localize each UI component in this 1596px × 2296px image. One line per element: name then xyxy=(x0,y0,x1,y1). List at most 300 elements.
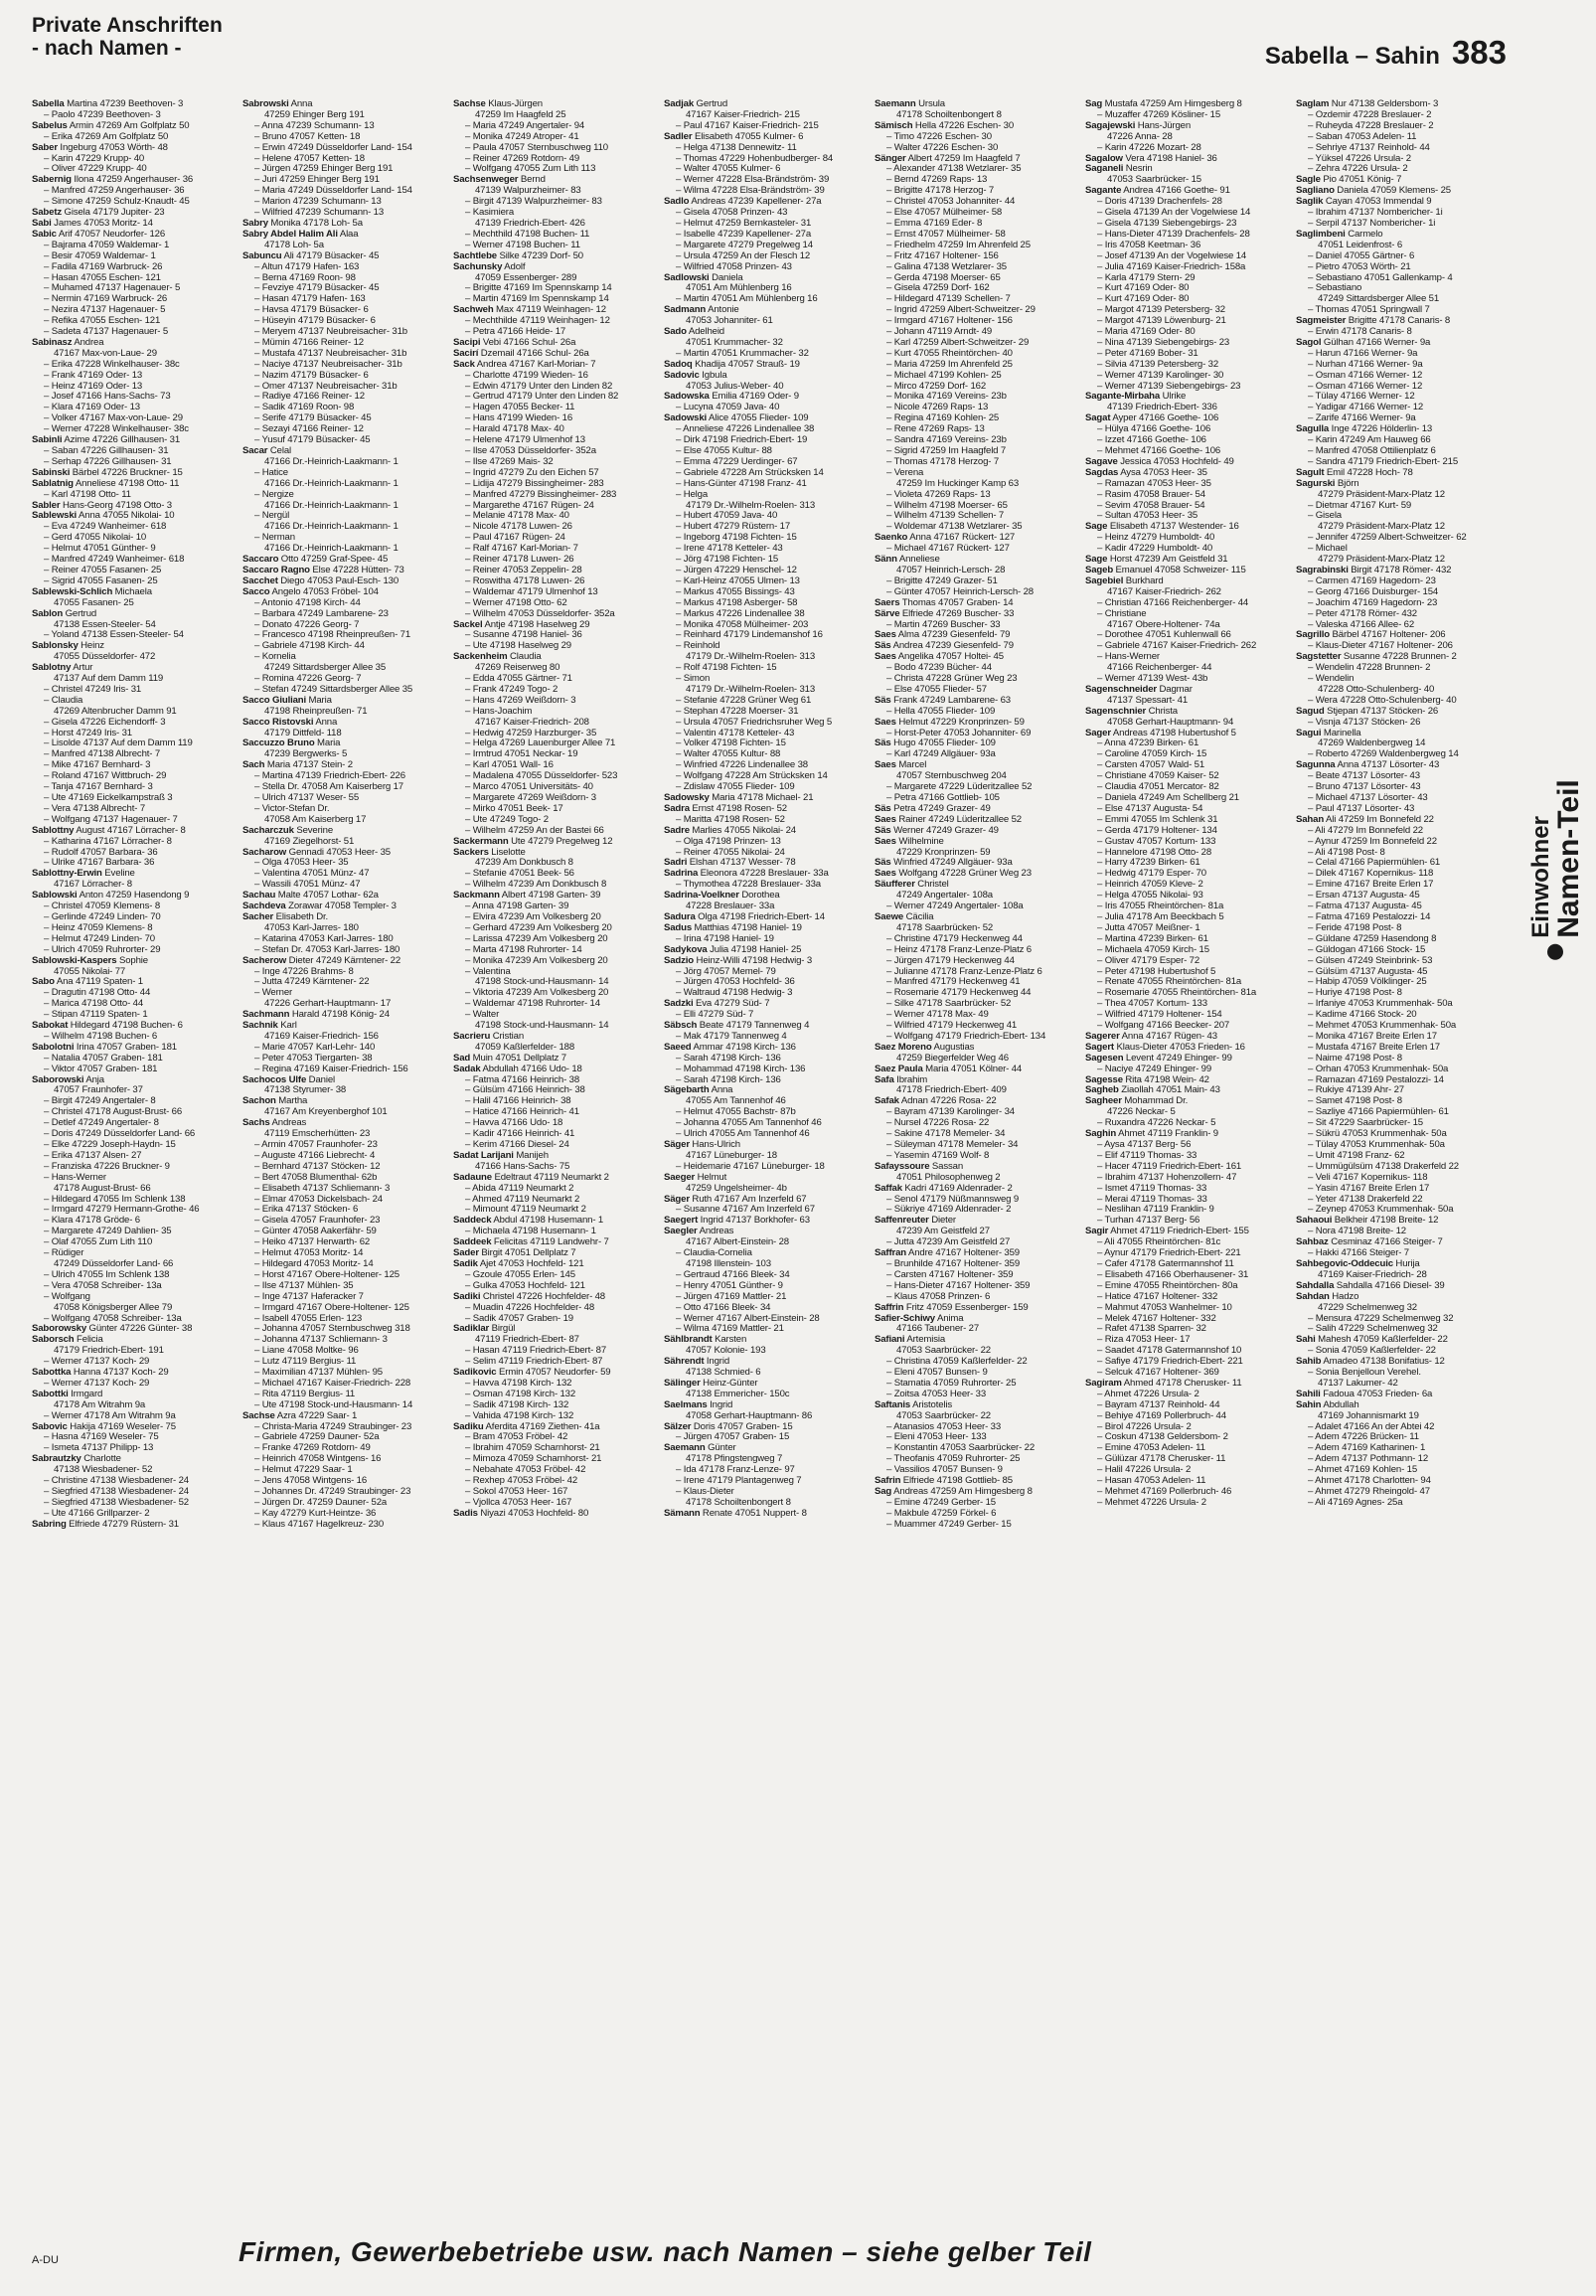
surname: Safa xyxy=(875,1074,894,1085)
listing-entry: – Sehriye 47137 Reinhold- 44 xyxy=(1308,142,1430,153)
listing-entry xyxy=(242,760,447,771)
listing-entry: – Hans-Dieter 47139 Drachenfels- 28 xyxy=(1097,229,1250,240)
listing-entry: – Mechthilde 47119 Weinhagen- 12 xyxy=(465,316,610,327)
listing-entry xyxy=(875,912,1079,923)
surname: Saes xyxy=(875,869,896,880)
listing-entry: – Ismeta 47137 Philipp- 13 xyxy=(44,1443,154,1454)
listing-entry: – Silvia 47139 Petersberg- 32 xyxy=(1097,359,1219,370)
surname: Särve xyxy=(875,608,900,619)
listing-entry: – Wilma 47169 Mattler- 21 xyxy=(676,1324,784,1335)
listing-entry: – Christel 47249 Iris- 31 xyxy=(44,684,142,695)
listing-entry: – Frank 47249 Togo- 2 xyxy=(465,684,559,695)
listing-column xyxy=(664,99,869,2197)
listing-entry: – Wilhelm 47259 An der Bastei 66 xyxy=(465,825,604,836)
listing-entry: 47249 Angertaler- 108a xyxy=(896,891,993,902)
listing-entry: – Werner 47139 Karolinger- 30 xyxy=(1097,370,1224,381)
listing-entry: – Jutta 47239 Am Geistfeld 27 xyxy=(886,1237,1011,1248)
entry-details: Gisela 47179 Jupiter- 23 xyxy=(62,208,165,219)
listing-entry xyxy=(664,1173,869,1184)
surname: Sadus xyxy=(664,922,693,933)
listing-entry: – Ruheyda 47228 Breslauer- 2 xyxy=(1308,120,1434,131)
listing-entry: – Erika 47137 Alsen- 27 xyxy=(44,1150,142,1161)
entry-details: Petra 47249 Grazer- 49 xyxy=(890,803,991,814)
page-header-right xyxy=(1265,34,1507,72)
listing-entry xyxy=(875,533,1079,544)
surname: Sachs xyxy=(242,1118,270,1129)
listing-entry: – Werner 47137 Koch- 29 xyxy=(44,1378,150,1389)
listing-entry: – Henry 47051 Günther- 9 xyxy=(676,1280,783,1291)
listing-entry: 47058 Gerhart-Hauptmann- 86 xyxy=(686,1410,813,1421)
entry-details: Maria 47178 Michael- 21 xyxy=(709,793,814,803)
entry-details: Frank 47249 Lambarene- 63 xyxy=(890,695,1011,706)
surname: Saglimbeni xyxy=(1296,229,1346,240)
listing-entry: – Sigrid 47055 Fasanen- 25 xyxy=(44,575,158,586)
surname: Sablotny xyxy=(32,663,72,674)
surname: Sagebiel xyxy=(1085,575,1124,586)
listing-entry: – Ismet 47119 Thomas- 33 xyxy=(1097,1183,1207,1194)
listing-entry: – Thomas 47051 Springwall 7 xyxy=(1308,305,1430,316)
entry-details: Björn xyxy=(1335,478,1359,489)
listing-entry xyxy=(664,305,869,316)
listing-entry: – Christa-Maria 47249 Straubinger- 23 xyxy=(254,1421,412,1432)
listing-entry: – Werner 47137 Koch- 29 xyxy=(44,1357,150,1368)
listing-entry: – Jürgen 47169 Mattler- 21 xyxy=(676,1291,787,1302)
entry-details: Andreas xyxy=(269,1118,307,1129)
listing-entry: – Olaf 47055 Zum Lith 110 xyxy=(44,1237,153,1248)
entry-details: Ilona 47259 Angerhauser- 36 xyxy=(71,175,194,186)
listing-entry: – Yasemin 47169 Wolf- 8 xyxy=(886,1150,990,1161)
listing-entry: – Marie 47057 Karl-Lehr- 140 xyxy=(254,1042,376,1053)
listing-entry: – Bert 47058 Blumenthal- 62b xyxy=(254,1172,378,1183)
listing-entry: – Meryem 47137 Neubreisacher- 31b xyxy=(254,327,407,338)
listing-entry xyxy=(1085,1129,1290,1140)
listing-entry: 47228 Breslauer- 33a xyxy=(686,902,775,912)
listing-entry: – Maximilian 47137 Mühlen- 95 xyxy=(254,1368,383,1379)
listing-entry: – Thomas 47229 Hohenbudberger- 84 xyxy=(676,153,834,164)
listing-entry xyxy=(1085,1085,1290,1096)
surname: Saenko xyxy=(875,533,908,544)
listing-entry xyxy=(664,1379,869,1390)
listing-entry xyxy=(32,609,237,620)
surname: Sagult xyxy=(1296,467,1325,478)
listing-entry: – Galina 47138 Wetzlarer- 35 xyxy=(886,261,1007,272)
listing-entry: – Sokol 47053 Heer- 167 xyxy=(465,1487,568,1497)
listing-entry: – Halil 47166 Heinrich- 38 xyxy=(465,1096,571,1107)
surname: Sagulla xyxy=(1296,424,1330,435)
entry-details: Aristotelis xyxy=(910,1399,953,1410)
listing-entry xyxy=(242,738,447,749)
surname: Saborowski xyxy=(32,1074,84,1085)
listing-entry: – Emma 47169 Eder- 8 xyxy=(886,218,983,229)
listing-entry: – Stefan Dr. 47053 Karl-Jarres- 180 xyxy=(254,944,400,955)
entry-details: Felicitas 47119 Landwehr- 7 xyxy=(491,1237,609,1248)
surname: Saglam xyxy=(1296,99,1330,109)
listing-entry: – Rexhep 47053 Fröbel- 42 xyxy=(465,1476,578,1487)
listing-entry: – Brigitte 47178 Herzog- 7 xyxy=(886,186,995,197)
listing-entry: – Osman 47166 Werner- 12 xyxy=(1308,370,1423,381)
surname: Sackel xyxy=(453,619,483,630)
entry-details: Monika 47178 Loh- 5a xyxy=(267,218,363,229)
listing-entry: 47198 Rheinpreußen- 71 xyxy=(264,706,368,717)
listing-entry xyxy=(453,652,658,663)
listing-entry: – Margarete 47269 Weißdorn- 3 xyxy=(465,793,596,803)
listing-entry: – Wendelin 47228 Brunnen- 2 xyxy=(1308,663,1431,674)
listing-entry: – Samet 47198 Post- 8 xyxy=(1308,1096,1402,1107)
listing-entry: – Doris 47139 Drachenfels- 28 xyxy=(1097,197,1222,208)
listing-entry: – Monika 47169 Vereins- 23b xyxy=(886,392,1007,403)
listing-entry: – Brigitte 47249 Grazer- 51 xyxy=(886,575,998,586)
listing-entry: – Irfaniye 47053 Krummenhak- 50a xyxy=(1308,999,1453,1010)
surname: Sagert xyxy=(1085,1042,1114,1053)
surname: Sadoq xyxy=(664,359,693,370)
entry-details: Anneliese xyxy=(896,555,940,566)
entry-details: Bernd xyxy=(518,175,546,186)
listing-entry xyxy=(453,848,658,859)
listing-entry: – Walter 47055 Kultur- 88 xyxy=(676,749,781,760)
listing-entry: – Heinz 47169 Oder- 13 xyxy=(44,381,143,392)
listing-entry: – Iris 47055 Rheintörchen- 81a xyxy=(1097,902,1224,912)
listing-entry: – Klaus-Dieter xyxy=(676,1487,734,1497)
listing-entry: – Timo 47226 Eschen- 30 xyxy=(886,131,992,142)
entry-details: Kadri 47169 Aldenrader- 2 xyxy=(901,1183,1013,1194)
listing-entry: – Irmtrud 47051 Neckar- 19 xyxy=(465,749,578,760)
listing-entry: – Dragutin 47198 Otto- 44 xyxy=(44,988,151,999)
surname: Sablewski-Schlich xyxy=(32,586,113,597)
entry-details: Irina 47057 Graben- 181 xyxy=(74,1042,177,1053)
listing-entry xyxy=(32,956,237,967)
surname: Sabrautzky xyxy=(32,1454,81,1465)
listing-entry: – Gertrud 47179 Unter den Linden 82 xyxy=(465,392,619,403)
listing-entry: – Mak 47179 Tannenweg 4 xyxy=(676,1031,787,1042)
listing-entry xyxy=(242,99,447,110)
entry-details: Andreas 47239 Kapellener- 27a xyxy=(689,197,822,208)
listing-entry: – Reiner 47269 Rotdorn- 49 xyxy=(465,153,580,164)
listing-entry: – Martin 47169 Im Spennskamp 14 xyxy=(465,294,609,305)
listing-entry: 47053 Saarbrücker- 22 xyxy=(896,1410,991,1421)
listing-entry: – Isabell 47055 Erlen- 123 xyxy=(254,1313,363,1324)
listing-entry: – Walter xyxy=(465,1010,500,1021)
listing-entry: – Mahmut 47053 Wanhelmer- 10 xyxy=(1097,1302,1232,1313)
listing-entry xyxy=(242,576,447,587)
entry-details: Ingrid 47137 Borkhofer- 63 xyxy=(698,1216,810,1227)
surname: Saemann xyxy=(875,99,916,109)
listing-entry: 47167 Am Kreyenberghof 101 xyxy=(264,1107,388,1118)
listing-entry xyxy=(32,977,237,988)
listing-entry: – Osman 47166 Werner- 12 xyxy=(1308,381,1423,392)
listing-entry: – Juri 47259 Ehinger Berg 191 xyxy=(254,175,380,186)
listing-entry xyxy=(1085,1043,1290,1054)
listing-entry xyxy=(242,891,447,902)
listing-entry xyxy=(32,1368,237,1379)
listing-entry: – Johannes Dr. 47249 Straubinger- 23 xyxy=(254,1487,411,1497)
listing-entry xyxy=(32,663,237,674)
listing-entry: – Emine 47249 Gerber- 15 xyxy=(886,1497,996,1508)
listing-entry xyxy=(242,718,447,729)
entry-details: Albert 47259 Im Haagfeld 7 xyxy=(905,153,1021,164)
entry-details: Elfriede 47198 Gottlieb- 85 xyxy=(900,1476,1013,1487)
listing-entry: 47051 Krummacher- 32 xyxy=(686,337,783,348)
surname: Sagrillo xyxy=(1296,630,1330,641)
surname: Saes xyxy=(875,814,896,825)
listing-entry: 47226 Gerhart-Hauptmann- 17 xyxy=(264,999,392,1010)
listing-entry: – Emine 47053 Adelen- 11 xyxy=(1097,1443,1205,1454)
listing-entry: – Serife 47179 Büsacker- 45 xyxy=(254,413,372,424)
listing-entry: – Saban 47053 Adelen- 11 xyxy=(1308,131,1417,142)
listing-entry: – Thomas 47178 Herzog- 7 xyxy=(886,456,1000,467)
listing-entry xyxy=(875,1043,1079,1054)
listing-entry: – Walter 47055 Kulmer- 6 xyxy=(676,164,781,175)
entry-details: Matthias 47198 Haniel- 19 xyxy=(692,922,802,933)
listing-entry: – Ibrahim 47137 Hohenzollern- 47 xyxy=(1097,1172,1237,1183)
listing-entry xyxy=(1085,1032,1290,1043)
listing-entry: – Auguste 47166 Liebrecht- 4 xyxy=(254,1150,376,1161)
surname: Säufferer xyxy=(875,880,915,891)
listing-entry xyxy=(453,1259,658,1270)
entry-details: Christel xyxy=(914,880,949,891)
listing-entry: 47279 Präsident-Marx-Platz 12 xyxy=(1318,522,1445,533)
surname: Saes xyxy=(875,652,896,663)
bullet-icon xyxy=(1547,944,1563,960)
listing-entry xyxy=(1296,99,1501,110)
surname: Sadaune xyxy=(453,1172,492,1183)
listing-entry: – Katharina 47167 Lörracher- 8 xyxy=(44,836,172,847)
listing-entry: – Markus 47226 Lindenallee 38 xyxy=(676,608,805,619)
listing-entry: – Michael 47199 Kohlen- 25 xyxy=(886,370,1002,381)
listing-entry: – Claudia xyxy=(44,695,83,706)
listing-entry xyxy=(242,848,447,859)
listing-entry: – Heinrich 47058 Wintgens- 16 xyxy=(254,1454,382,1465)
listing-entry: – Stipan 47119 Spaten- 1 xyxy=(44,1010,148,1021)
surname: Sabuncu xyxy=(242,250,282,261)
listing-entry: – Armin 47057 Fraunhofer- 23 xyxy=(254,1140,378,1150)
listing-entry xyxy=(32,99,237,110)
listing-entry: – Klaus-Dieter 47167 Holtener- 206 xyxy=(1308,641,1453,652)
listing-entry xyxy=(242,446,447,457)
listing-entry: – Ahmet 47178 Charlotten- 94 xyxy=(1308,1476,1431,1487)
surname: Sacar xyxy=(242,446,268,456)
surname: Saftanis xyxy=(875,1399,911,1410)
entry-details: Anna 47167 Rügen- 43 xyxy=(1119,1031,1217,1042)
entry-details: Hanna 47137 Koch- 29 xyxy=(71,1368,169,1379)
surname: Sabring xyxy=(32,1519,67,1530)
listing-entry: 47167 Lüneburger- 18 xyxy=(686,1150,777,1161)
surname: Sag xyxy=(875,1487,892,1497)
listing-entry: – Hülya 47166 Goethe- 106 xyxy=(1097,424,1211,435)
listing-entry xyxy=(1085,1096,1290,1107)
listing-entry: – Birgit 47249 Angertaler- 8 xyxy=(44,1096,156,1107)
listing-entry xyxy=(32,587,237,598)
listing-entry xyxy=(242,555,447,566)
surname: Sabo xyxy=(32,977,55,988)
listing-entry: 47179 Dr.-Wilhelm-Roelen- 313 xyxy=(686,500,816,511)
listing-entry: – Madalena 47055 Düsseldorfer- 523 xyxy=(465,771,618,782)
listing-entry xyxy=(664,1443,869,1454)
listing-entry: – Hans-Günter 47198 Franz- 41 xyxy=(676,478,807,489)
listing-entry: – Jörg 47198 Fichten- 15 xyxy=(676,555,779,566)
listing-entry: – Sebastiano 47051 Gallenkamp- 4 xyxy=(1308,272,1453,283)
listing-entry: – Elvira 47239 Am Volkesberg 20 xyxy=(465,911,601,922)
surname: Sahan xyxy=(1296,814,1325,825)
directory-title: Private Anschriften xyxy=(32,14,223,37)
listing-entry: – Safiye 47179 Friedrich-Ebert- 221 xyxy=(1097,1357,1243,1368)
listing-entry: – Caroline 47059 Kirch- 15 xyxy=(1097,749,1207,760)
entry-details: Anna xyxy=(709,1085,733,1096)
listing-entry: 47167 Kaiser-Friedrich- 208 xyxy=(475,717,589,728)
listing-entry: – Monika 47239 Am Volkesberg 20 xyxy=(465,955,608,966)
listing-entry: – Simon xyxy=(676,674,711,685)
entry-details: Stjepan 47137 Stöcken- 26 xyxy=(1324,706,1439,717)
listing-entry: 47055 Nikolai- 77 xyxy=(54,966,126,977)
entry-details: Ayper 47166 Goethe- 106 xyxy=(1110,413,1219,424)
listing-entry: – Siegfried 47138 Wiesbadener- 24 xyxy=(44,1487,189,1497)
entry-details: Eleonora 47228 Breslauer- 33a xyxy=(698,869,829,880)
listing-entry: – Paolo 47239 Beethoven- 3 xyxy=(44,109,161,120)
surname: Sahbegovic-Oddecuic xyxy=(1296,1258,1393,1269)
listing-entry: – Christel 47178 August-Brust- 66 xyxy=(44,1107,183,1118)
listing-entry: – Sadik 47198 Kirch- 132 xyxy=(465,1399,569,1410)
listing-entry xyxy=(453,1065,658,1075)
listing-entry: 47259 Im Huckinger Kamp 63 xyxy=(896,478,1020,489)
listing-entry: – Regina 47169 Kohlen- 25 xyxy=(886,413,1000,424)
listing-entry: – Emmi 47055 Im Schlenk 31 xyxy=(1097,814,1218,825)
listing-entry: 47167 Max-von-Laue- 29 xyxy=(54,348,157,359)
listing-entry xyxy=(875,760,1079,771)
listing-entry xyxy=(1085,392,1290,403)
surname: Sagrabinski xyxy=(1296,565,1349,575)
listing-entry xyxy=(875,837,1079,848)
listing-entry: – Sonia 47059 Kaßlerfelder- 22 xyxy=(1308,1346,1436,1357)
listing-entry: – Mimoza 47059 Scharnhorst- 21 xyxy=(465,1454,602,1465)
surname: Sabokat xyxy=(32,1021,69,1032)
surname: Sadikovic xyxy=(453,1368,497,1379)
surname: Sachnik xyxy=(242,1021,278,1032)
surname: Safayssoure xyxy=(875,1161,930,1172)
listing-entry: – Renate 47055 Rheintörchen- 81a xyxy=(1097,977,1242,988)
listing-entry: 47139 Walpurzheimer- 83 xyxy=(475,186,581,197)
surname: Sablottny xyxy=(32,825,75,836)
listing-entry: 47138 Styrumer- 38 xyxy=(264,1085,347,1096)
surname: Sacharczuk xyxy=(242,825,294,836)
listing-entry: – Jens 47058 Wintgens- 16 xyxy=(254,1476,368,1487)
listing-entry: 47138 Emmericher- 150c xyxy=(686,1389,790,1399)
entry-details: Eva 47279 Süd- 7 xyxy=(693,999,770,1010)
listing-entry: – Wilhelm 47053 Düsseldorfer- 352a xyxy=(465,608,615,619)
listing-entry: – Günter 47057 Heinrich-Lersch- 28 xyxy=(886,586,1034,597)
listing-entry: – Merai 47119 Thomas- 33 xyxy=(1097,1194,1207,1205)
listing-entry: – Sarah 47198 Kirch- 136 xyxy=(676,1053,781,1064)
listing-entry: – Kornelia xyxy=(254,652,296,663)
listing-entry: – Werner 47139 West- 43b xyxy=(1097,674,1208,685)
listing-entry: – Heinz 47059 Klemens- 8 xyxy=(44,922,153,933)
listing-entry: 47269 Waldenbergweg 14 xyxy=(1318,738,1426,749)
entry-details: Marinella xyxy=(1321,728,1361,738)
listing-entry: – Mimount 47119 Neumarkt 2 xyxy=(465,1205,586,1216)
listing-entry: – Fadila 47169 Warbruck- 26 xyxy=(44,261,163,272)
surname: Sadiklar xyxy=(453,1324,490,1335)
listing-entry: – Harald 47178 Max- 40 xyxy=(465,424,564,435)
listing-entry xyxy=(875,598,1079,609)
listing-entry: – Wilhelm 47239 Am Donkbusch 8 xyxy=(465,880,607,891)
entry-details: Dorothea xyxy=(738,891,780,902)
surname: Sagui xyxy=(1296,728,1322,738)
listing-entry: – Ahmet 47169 Kohlen- 15 xyxy=(1308,1465,1418,1476)
listing-entry: – Ute 47169 Eickelkampstraß 3 xyxy=(44,793,173,803)
listing-entry: – Maria 47249 Angertaler- 94 xyxy=(465,120,585,131)
listing-entry: – Waldemar 47179 Ulmenhof 13 xyxy=(465,586,598,597)
entry-details: Beate 47179 Tannenweg 4 xyxy=(697,1021,810,1032)
listing-entry: – Sakine 47178 Memeler- 34 xyxy=(886,1129,1006,1140)
listing-entry: – Mehmet 47053 Krummenhak- 50a xyxy=(1308,1021,1457,1032)
listing-entry: – Jürgen 47179 Heckenweg 44 xyxy=(886,955,1015,966)
entry-details: Ali 47179 Büsacker- 45 xyxy=(281,250,380,261)
listing-entry: – Josef 47166 Hans-Sachs- 73 xyxy=(44,392,171,403)
listing-entry: – Jennifer 47259 Albert-Schweitzer- 62 xyxy=(1308,533,1467,544)
entry-details: Hildegard 47198 Buchen- 6 xyxy=(68,1021,183,1032)
surname: Sablonsky xyxy=(32,641,79,652)
listing-entry: – Vjollca 47053 Heer- 167 xyxy=(465,1497,572,1508)
directory-subtitle: - nach Namen - xyxy=(32,37,182,60)
listing-entry: – Sadeta 47137 Hagenauer- 5 xyxy=(44,327,169,338)
listing-entry: 47166 Reichenberger- 44 xyxy=(1107,663,1212,674)
entry-details: Antje 47198 Haselweg 29 xyxy=(482,619,590,630)
listing-entry: – Mümin 47166 Reiner- 12 xyxy=(254,337,364,348)
surname: Sachtlebe xyxy=(453,250,497,261)
listing-entry: – Elli 47279 Süd- 7 xyxy=(676,1010,754,1021)
surname: Sahbaz xyxy=(1296,1237,1329,1248)
listing-entry: – Fatma 47169 Pestalozzi- 14 xyxy=(1308,911,1431,922)
listing-entry xyxy=(664,869,869,880)
surname: Sagol xyxy=(1296,337,1322,348)
listing-entry xyxy=(875,1314,1079,1325)
listing-entry: 47051 Am Mühlenberg 16 xyxy=(686,283,792,294)
listing-entry xyxy=(1085,1379,1290,1390)
entry-details: Severine xyxy=(293,825,334,836)
listing-entry xyxy=(242,587,447,598)
listing-entry: – Bernhard 47137 Stöcken- 12 xyxy=(254,1161,381,1172)
entry-details: Irmgard xyxy=(68,1389,103,1399)
entry-details: Andrea 47166 Goethe- 91 xyxy=(1121,186,1230,197)
listing-entry xyxy=(32,1043,237,1054)
entry-details: Celal xyxy=(267,446,292,456)
surname: Saborowsky xyxy=(32,1324,87,1335)
entry-details: Angelo 47053 Fröbel- 104 xyxy=(269,586,379,597)
surname: Sachocos Ulfe xyxy=(242,1074,307,1085)
listing-entry: – Stefanie 47228 Grüner Weg 61 xyxy=(676,695,812,706)
listing-entry: – Yüksel 47226 Ursula- 2 xyxy=(1308,153,1411,164)
surname: Sadiki xyxy=(453,1291,481,1302)
listing-entry xyxy=(453,1151,658,1162)
listing-entry: – Aysa 47137 Berg- 56 xyxy=(1097,1140,1192,1150)
listing-entry: – Iris 47058 Keetman- 36 xyxy=(1097,240,1201,250)
surname: Saddeek xyxy=(453,1237,492,1248)
listing-entry: 47167 Albert-Einstein- 28 xyxy=(686,1237,789,1248)
listing-entry xyxy=(875,1162,1079,1173)
surname: Sagle xyxy=(1296,175,1321,186)
listing-entry xyxy=(875,1487,1079,1498)
listing-entry xyxy=(242,956,447,967)
listing-column xyxy=(1085,99,1290,2197)
listing-entry: – Havva 47198 Kirch- 132 xyxy=(465,1378,572,1389)
entry-details: Nesrin xyxy=(1123,164,1153,175)
listing-entry: – Valentina 47051 Münz- 47 xyxy=(254,869,370,880)
surname: Sablatnig xyxy=(32,478,74,489)
surname: Säbsch xyxy=(664,1021,698,1032)
region-code: A-DU xyxy=(32,2254,59,2266)
surname: Safak xyxy=(875,1096,899,1107)
listing-entry xyxy=(242,1010,447,1021)
listing-entry xyxy=(1296,1400,1501,1411)
listing-entry xyxy=(875,718,1079,729)
